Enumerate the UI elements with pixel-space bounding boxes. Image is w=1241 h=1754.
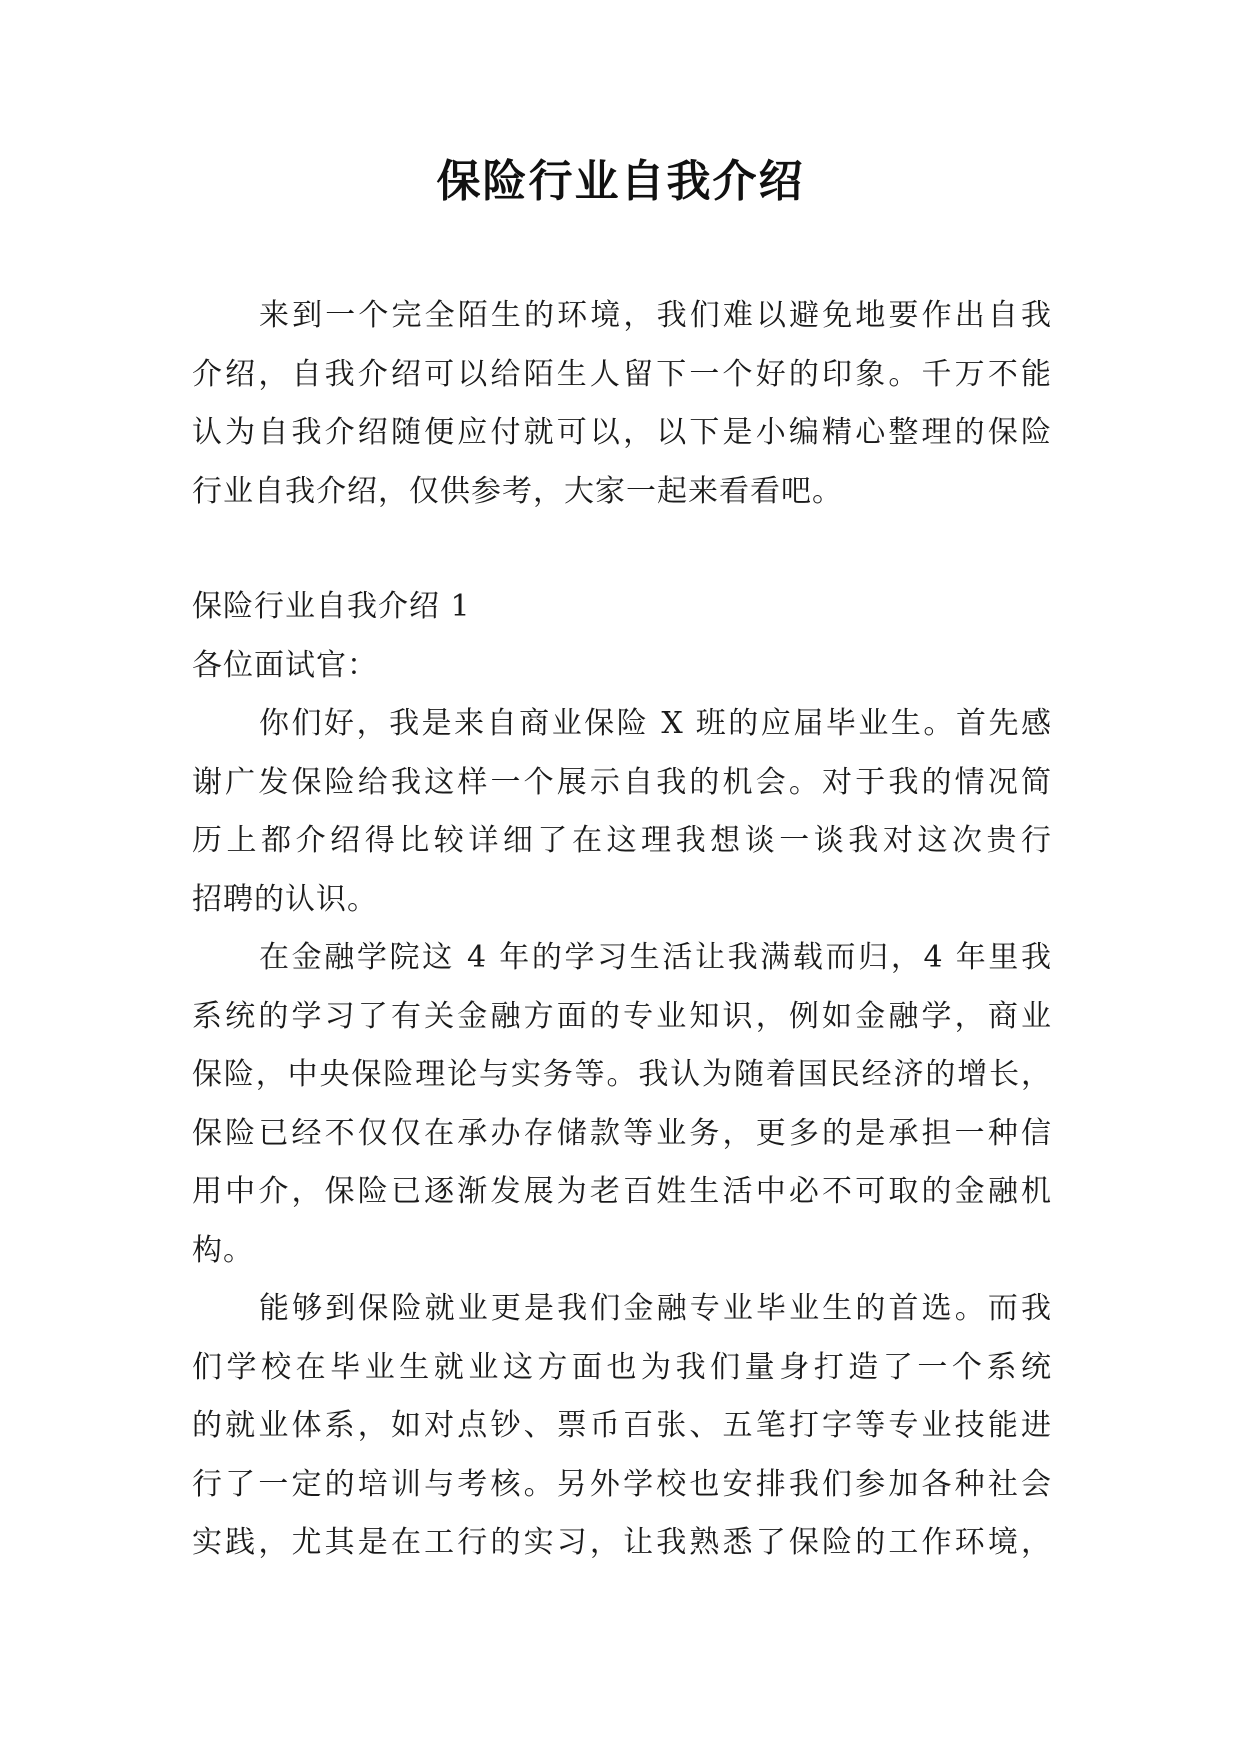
text-line: 用中介，保险已逐渐发展为老百姓生活中必不可取的金融机	[192, 1174, 1052, 1209]
text-line: 谢广发保险给我这样一个展示自我的机会。对于我的情况简	[192, 764, 1052, 800]
text-line: 认为自我介绍随便应付就可以，以下是小编精心整理的保险	[192, 415, 1052, 450]
document-body	[192, 578, 1052, 1573]
text-line: 保险已经不仅仅在承办存储款等业务，更多的是承担一种信	[192, 1115, 1052, 1151]
text-line: 们学校在毕业生就业这方面也为我们量身打造了一个系统	[192, 1349, 1052, 1385]
text-line: 构。	[192, 1232, 254, 1268]
body-paragraph-3	[192, 1280, 1052, 1573]
text-line: 招聘的认识。	[192, 881, 378, 917]
text-line: 你们好，我是来自商业保险 X 班的应届毕业生。首先感	[259, 706, 1052, 741]
body-paragraph-2	[192, 929, 1052, 1280]
text-line: 历上都介绍得比较详细了在这理我想谈一谈我对这次贵行	[192, 823, 1052, 858]
body-paragraph-1	[192, 695, 1052, 929]
text-line: 在金融学院这 4 年的学习生活让我满载而归，4 年里我	[259, 940, 1052, 975]
text-line: 介绍，自我介绍可以给陌生人留下一个好的印象。千万不能	[192, 356, 1052, 392]
section-heading: 保险行业自我介绍 1	[192, 589, 471, 624]
salutation: 各位面试官：	[192, 647, 378, 683]
text-line: 保险，中央保险理论与实务等。我认为随着国民经济的增长，	[192, 1057, 1052, 1092]
text-line: 行业自我介绍，仅供参考，大家一起来看看吧。	[192, 473, 843, 509]
text-line: 能够到保险就业更是我们金融专业毕业生的首选。而我	[259, 1291, 1052, 1326]
text-line: 来到一个完全陌生的环境，我们难以避免地要作出自我	[259, 298, 1052, 333]
document-title: 保险行业自我介绍	[436, 156, 805, 207]
intro-paragraph	[192, 287, 1052, 521]
text-line: 行了一定的培训与考核。另外学校也安排我们参加各种社会	[192, 1466, 1052, 1502]
text-line: 实践，尤其是在工行的实习，让我熟悉了保险的工作环境，	[192, 1525, 1052, 1560]
text-line: 的就业体系，如对点钞、票币百张、五笔打字等专业技能进	[192, 1408, 1052, 1443]
text-line: 系统的学习了有关金融方面的专业知识，例如金融学，商业	[192, 998, 1052, 1034]
